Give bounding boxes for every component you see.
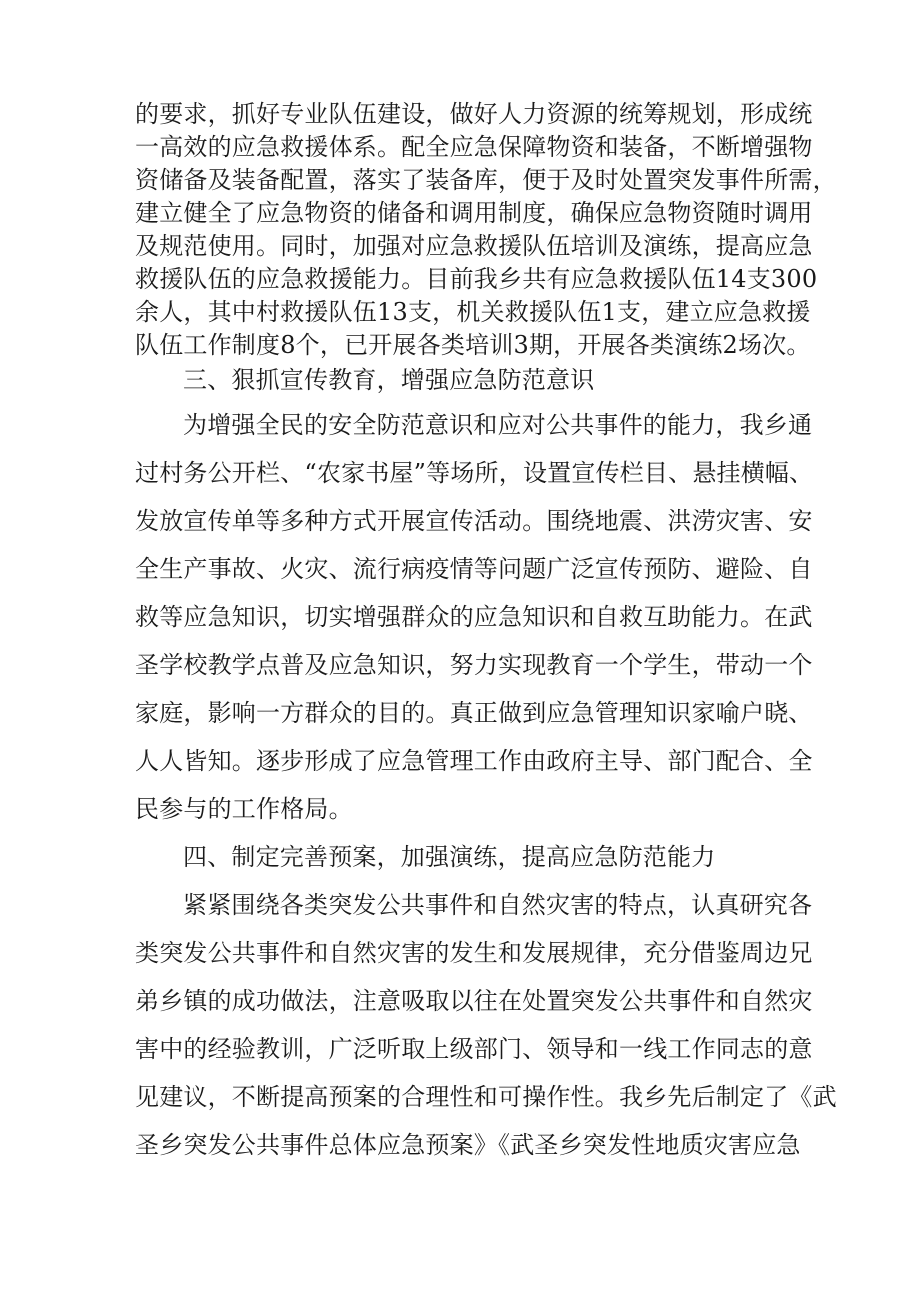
paragraph-1-line: 队伍工作制度8个，已开展各类培训3期，开展各类演练2场次。	[135, 331, 811, 359]
paragraph-2-line: 家庭，影响一方群众的目的。真正做到应急管理知识家喻户晓、	[135, 699, 813, 727]
paragraph-1-line: 救援队伍的应急救援能力。目前我乡共有应急救援队伍14支300	[135, 265, 818, 293]
paragraph-2-line: 圣学校教学点普及应急知识，努力实现教育一个学生，带动一个	[135, 651, 813, 679]
paragraph-2-line: 人人皆知。逐步形成了应急管理工作由政府主导、部门配合、全	[135, 747, 813, 775]
paragraph-3-line: 弟乡镇的成功做法，注意吸取以往在处置突发公共事件和自然灾	[135, 987, 813, 1015]
section-heading-4: 四、制定完善预案，加强演练，提高应急防范能力	[183, 843, 716, 871]
paragraph-1-line: 建立健全了应急物资的储备和调用制度，确保应急物资随时调用	[135, 199, 813, 227]
paragraph-2-line: 为增强全民的安全防范意识和应对公共事件的能力，我乡通	[183, 411, 813, 439]
paragraph-3-line: 圣乡突发公共事件总体应急预案》《武圣乡突发性地质灾害应急	[135, 1131, 801, 1159]
paragraph-2-line: 全生产事故、火灾、流行病疫情等问题广泛宣传预防、避险、自	[135, 555, 813, 583]
paragraph-2-line: 救等应急知识，切实增强群众的应急知识和自救互助能力。在武	[135, 603, 813, 631]
paragraph-1-line: 的要求，抓好专业队伍建设，做好人力资源的统筹规划，形成统	[135, 100, 813, 128]
paragraph-3-line: 见建议，不断提高预案的合理性和可操作性。我乡先后制定了《武	[135, 1083, 837, 1111]
section-heading-3: 三、狠抓宣传教育，增强应急防范意识	[183, 366, 595, 394]
paragraph-1-line: 资储备及装备配置，落实了装备库，便于及时处置突发事件所需，	[135, 166, 837, 194]
paragraph-1-line: 及规范使用。同时，加强对应急救援队伍培训及演练，提高应急	[135, 232, 813, 260]
paragraph-2-line: 发放宣传单等多种方式开展宣传活动。围绕地震、洪涝灾害、安	[135, 507, 813, 535]
paragraph-1-line: 余人，其中村救援队伍13支，机关救援队伍1支，建立应急救援	[135, 298, 811, 326]
paragraph-2-line: 过村务公开栏、“农家书屋”等场所，设置宣传栏目、悬挂横幅、	[135, 459, 814, 487]
paragraph-2-line: 民参与的工作格局。	[135, 795, 353, 823]
paragraph-3-line: 紧紧围绕各类突发公共事件和自然灾害的特点，认真研究各	[183, 891, 813, 919]
paragraph-3-line: 害中的经验教训，广泛听取上级部门、领导和一线工作同志的意	[135, 1035, 813, 1063]
paragraph-1-line: 一高效的应急救援体系。配全应急保障物资和装备，不断增强物	[135, 133, 813, 161]
paragraph-3-line: 类突发公共事件和自然灾害的发生和发展规律，充分借鉴周边兄	[135, 939, 813, 967]
